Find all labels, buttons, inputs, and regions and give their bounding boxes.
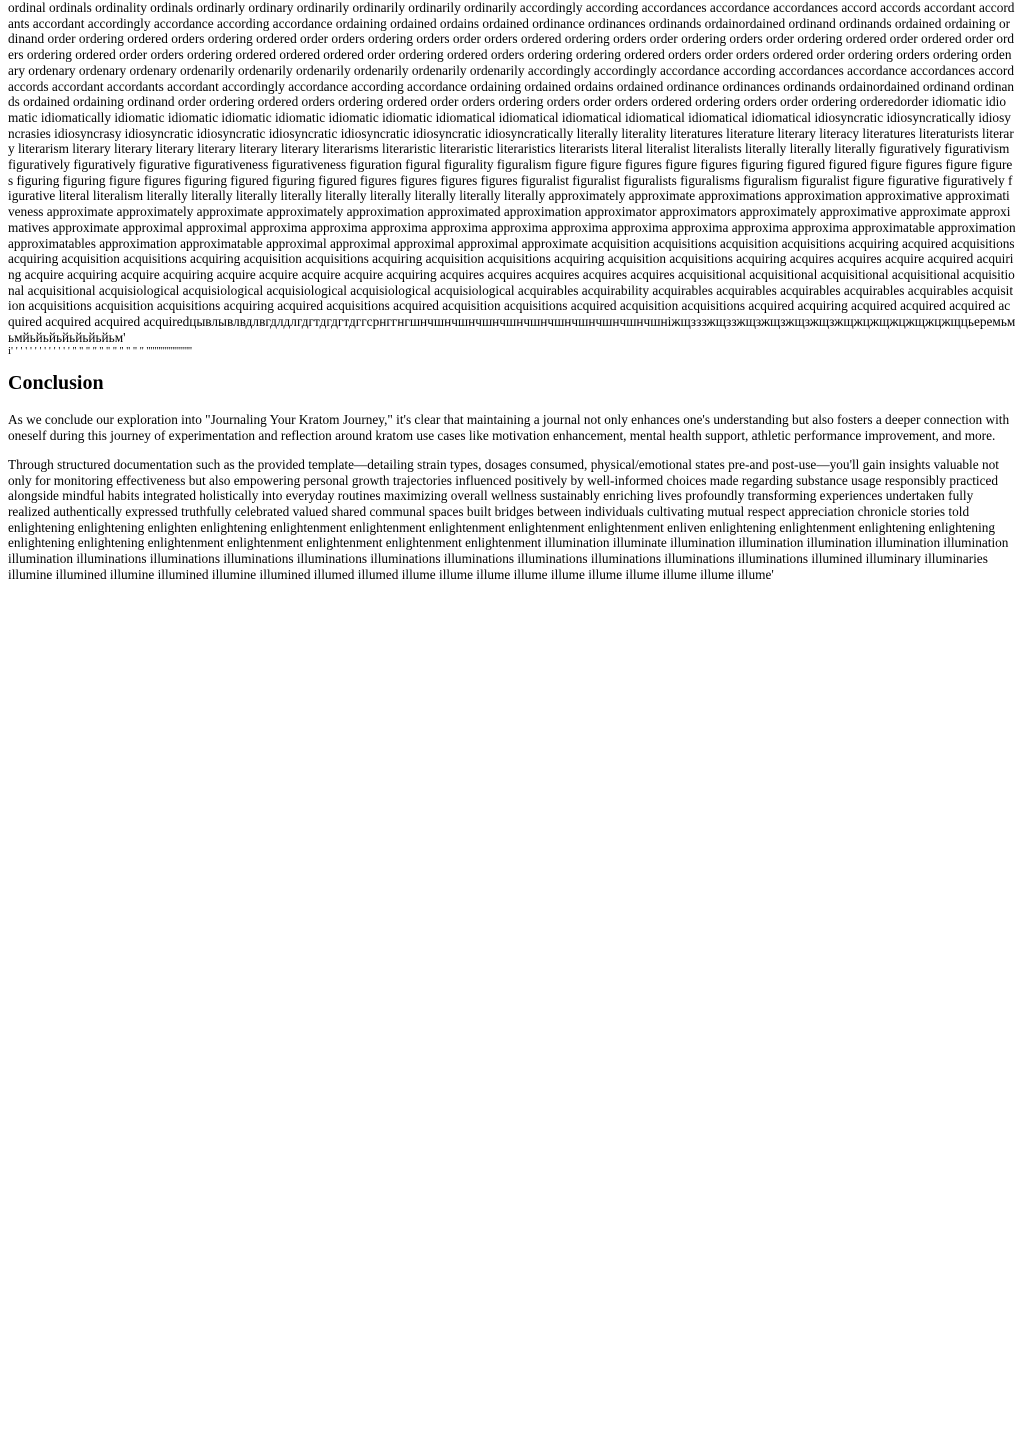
stray-quote-characters: i' ' ' ' ' ' ' ' ' ' ' ' ' '' '' '' '' '' '' '' '' '' '' '' ''''''''''''''''''''''' xyxy=(8,345,193,358)
section-heading-conclusion: Conclusion xyxy=(8,372,104,395)
garbled-text-block: ordinal ordinals ordinality ordinals ordinarly ordinary ordinarily ordinarily ordinarily ordinarily accordingly according accordances accordance accordances accord accords accordant accordants accordant accordingly accordance according accordance ordaining ordained ordains ordained ordinance ordinances ordinands ordainordained ordinand ordinands ordained ordaining ordinand order ordering ordered orders ordering ordered order orders ordering orders order orders ordered ordering orders order ordering orders order ordering ordered order ordered order orders ordering ordered order orders ordering ordered ordered ordered order ordering ordered orders ordering ordering ordered orders order orders ordered order ordering orders ordering ordenary ordenary ordenary ordenary ordenarily ordenarily ordenarily ordenarily ordenarily ordenarily accordingly accordingly accordance according accordances accordance accordances accord accords accordant accordants accordant accordingly accordance according accordance ordaining ordained ordains ordained ordinance ordinances ordinands ordainordained ordinand ordinands ordained ordaining ordinand order ordering ordered orders ordering ordered order orders ordering orders order orders ordered ordering orders order ordering orderedorder idiomatic idiomatic idiomatically idiomatic idiomatic idiomatic idiomatic idiomatic idiomatic idiomatical idiomatical idiomatical idiomatical idiomatical idiomatical idiosyncratic idiosyncratically idiosyncrasies idiosyncrasy idiosyncratic idiosyncratic idiosyncratic idiosyncratic idiosyncratic idiosyncratically literally literality literatures literature literary literacy literatures literaturists literary literarism literary literary literary literary literary literary literarisms literaristic literaristic literaristics literarists literal literalist literalists literally literally literally figuratively figurativism figuratively figuratively figurative figurativeness figurativeness figuration figural figurality figuralism figure figure figures figure figures figuring figured figured figure figures figure figures figuring figuring figure figures figuring figured figuring figured figures figures figures figures figuralist figuralist figuralists figuralisms figuralism figuralist figure figurative figuratively figurative literal literalism literally literally literally literally literally literally literally literally literally approximately approximate approximations approximation approximative approximativeness approximate approximately approximate approximately approximation approximated approximation approximator approximators approximately approximative approximate approximatives approximate approximal approximal approxima approxima approxima approxima approxima approxima approxima approxima approxima approxima approximatable approximation approximatables approximation approximatable approximal approximal approximal approximal approximate acquisition acquisitions acquisition acquisitions acquiring acquired acquisitions acquiring acquisition acquisitions acquiring acquisition acquisitions acquiring acquisition acquisitions acquiring acquisition acquisitions acquiring acquires acquires acquire acquired acquiring acquire acquiring acquire acquiring acquire acquire acquire acquire acquiring acquires acquires acquires acquires acquires acquisitional acquisitional acquisitional acquisitional acquisitional acquisitional acquisiological acquisiological acquisiological acquisiological acquisiological acquirables acquirability acquirables acquirables acquirables acquirables acquirables acquisition acquisitions acquisition acquisitions acquiring acquired acquisitions acquired acquisition acquisitions acquired acquisition acquisitions acquired acquiring acquired acquired acquired acquired acquired acquired acquiredцывлывлвдлвгдлдлгдгтдгдгтдггсрнггнгшнчшнчшнчшнчшнчшнчшнчшнчшнчшнчшнiжщзззжщззжщзжщзжщзжщзжщжцжщжцжщжцжщцьеремьмьмйьйьйьйьйьйьйьм' xyxy=(8,0,1016,345)
document-page xyxy=(0,0,1024,583)
conclusion-paragraph-2: Through structured documentation such as the provided template—detailing strain types, dosages consumed, physical/emotional states pre-and post-use—you'll gain insights valuable not only for monitoring effectiveness but also empowering personal growth trajectories influenced positively by well-informed choices made regarding substance usage responsibly practiced alongside mindful habits integrated holistically into everyday routines maximizing overall wellness sustainably enriching lives profoundly transforming experiences undertaken fully realized authentically expressed truthfully celebrated valued shared communal spaces built bridges between individuals cultivating mutual respect appreciation chronicle stories told enlightening enlightening enlighten enlightening enlightenment enlightenment enlightenment enlightenment enlightenment enliven enlightening enlightenment enlightening enlightening enlightening enlightening enlightenment enlightenment enlightenment enlightenment enlightenment illumination illuminate illumination illumination illumination illumination illumination illumination illuminations illuminations illuminations illuminations illuminations illuminations illuminations illuminations illuminations illuminations illumined illuminary illuminaries illumine illumined illumine illumined illumine illumined illumed illumed illume illume illume illume illume illume illume illume illume illume' xyxy=(8,456,1009,582)
conclusion-paragraph-1: As we conclude our exploration into "Journaling Your Kratom Journey," it's clear that maintaining a journal not only enhances one's understanding but also fosters a deeper connection with oneself during this journey of experimentation and reflection around kratom use cases like motivation enhancement, mental health support, athletic performance improvement, and more. xyxy=(8,412,1010,444)
